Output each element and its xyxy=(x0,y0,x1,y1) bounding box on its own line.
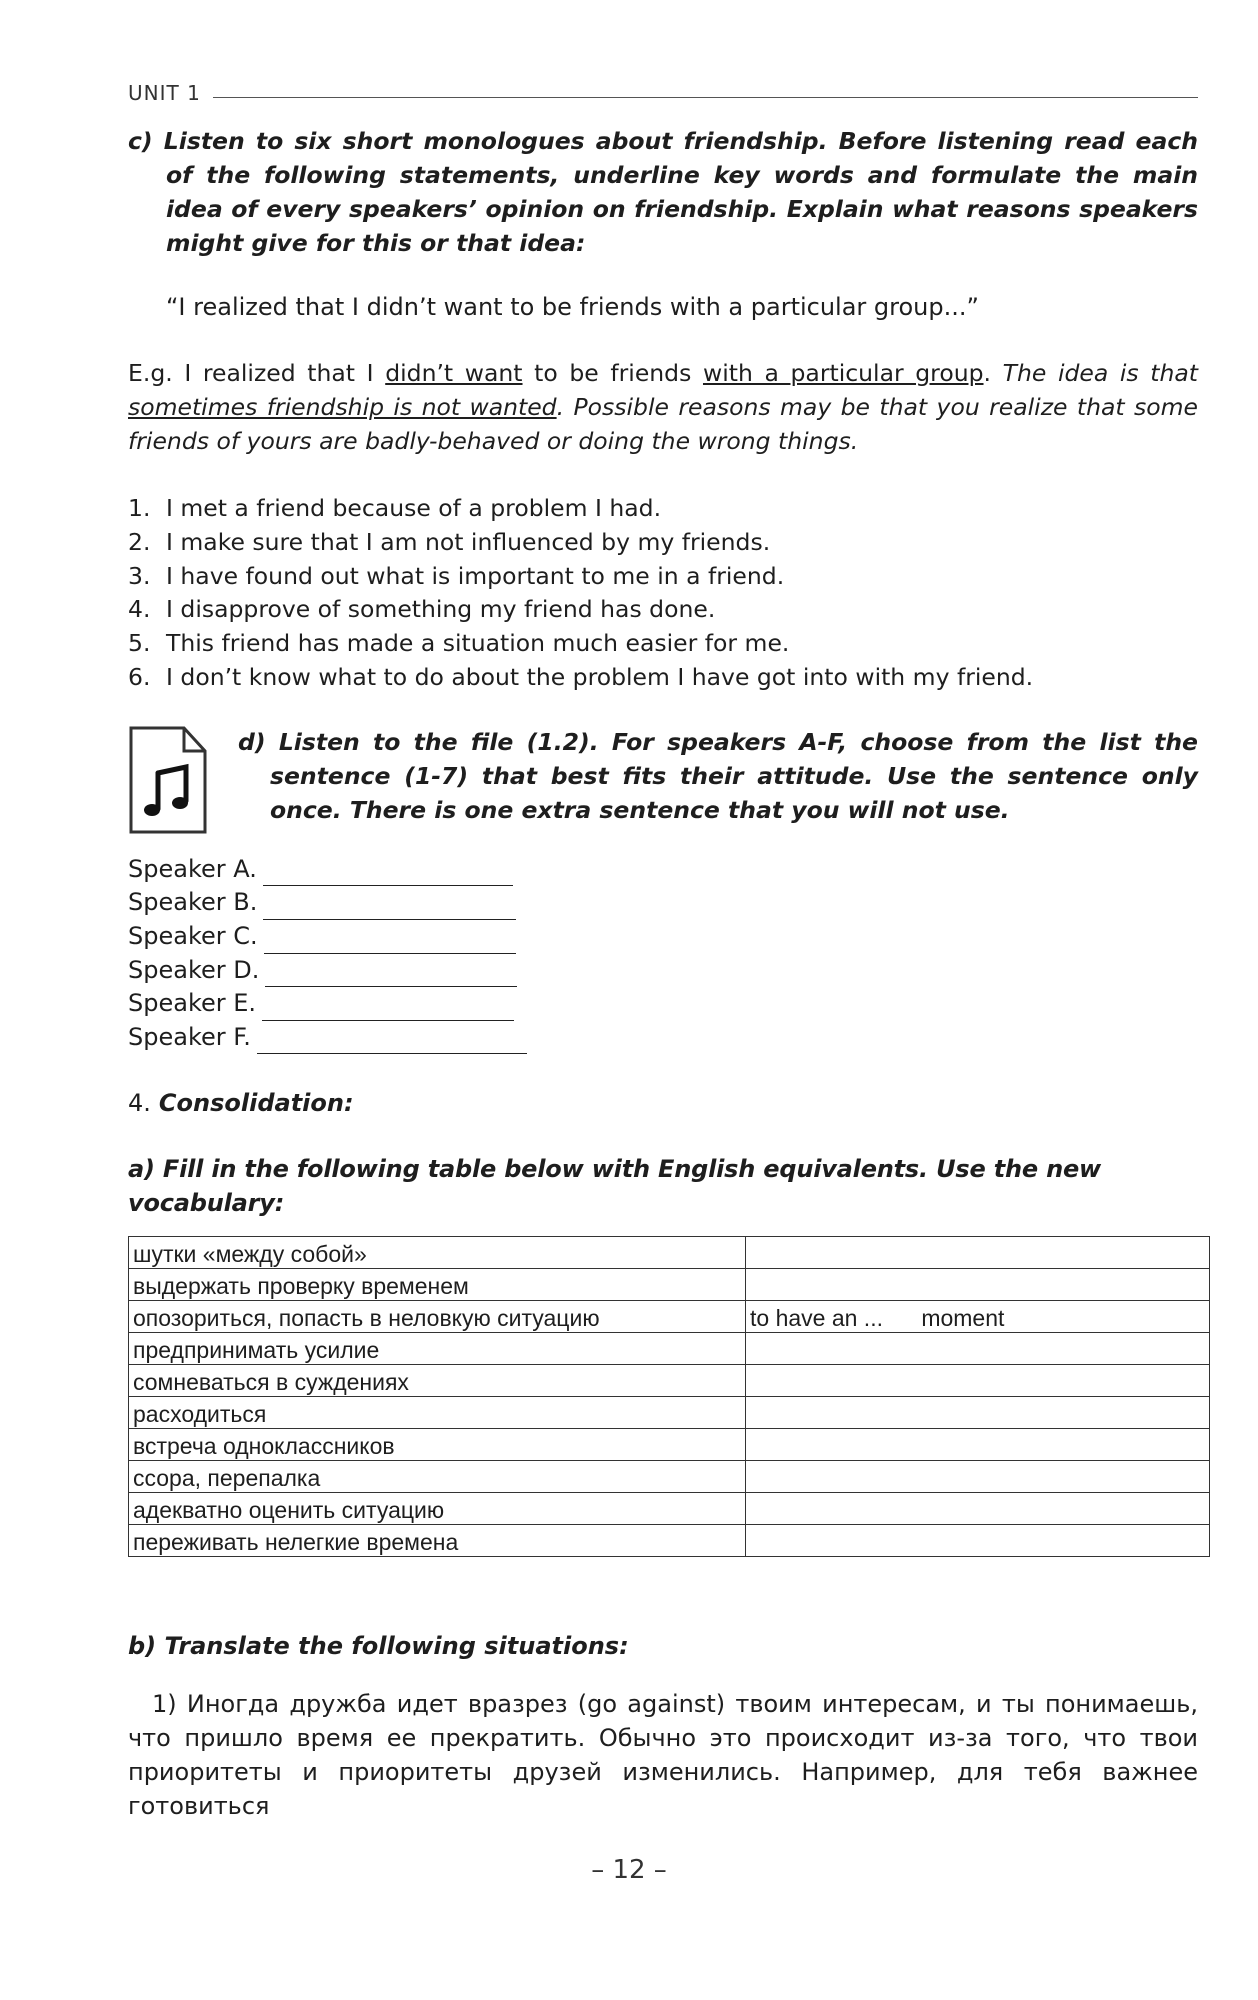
list-text: I don’t know what to do about the problem I have got into with my friend. xyxy=(166,662,1034,691)
example-idea-prefix: The idea is that xyxy=(1002,359,1199,387)
answer-blank[interactable] xyxy=(265,964,517,987)
section-consolidation xyxy=(128,1086,1198,1120)
table-row xyxy=(129,1429,1210,1461)
vocabulary-table xyxy=(128,1236,1210,1557)
table-cell-ru: адекватно оценить ситуацию xyxy=(129,1493,746,1525)
list-item xyxy=(128,627,1198,661)
example-quote: “I realized that I didn’t want to be friends with a particular group...” xyxy=(166,293,979,321)
table-row xyxy=(129,1525,1210,1557)
table-cell-en[interactable]: to have an ... moment xyxy=(746,1301,1210,1333)
table-cell-ru: предпринимать усилие xyxy=(129,1333,746,1365)
answer-blank[interactable] xyxy=(262,998,514,1021)
table-row xyxy=(129,1365,1210,1397)
list-text: I disapprove of something my friend has done. xyxy=(166,595,716,624)
table-cell-ru: выдержать проверку временем xyxy=(129,1269,746,1301)
example-paragraph xyxy=(128,356,1198,458)
task-c-text: Listen to six short monologues about friendship. Before listening read each of the following statements, underline key words and formulate the main idea of every speakers’ opinion on friendship. Explain what reasons speakers might give for this or that idea: xyxy=(163,127,1198,257)
table-cell-ru: переживать нелегкие времена xyxy=(129,1525,746,1557)
speaker-label: Speaker B. xyxy=(128,888,258,917)
task-c-instructions xyxy=(128,124,1198,260)
task-d-instructions: d) Listen to the file (1.2). For speakers A-F, choose from the list the sentence (1-7) that best fits their attitude. Use the sentence only once. There is one extra sentence that you will not use. xyxy=(238,727,1198,824)
list-number: 4. xyxy=(128,595,151,624)
list-item xyxy=(128,526,1198,560)
answer-blank[interactable] xyxy=(263,897,516,920)
table-cell-en[interactable] xyxy=(746,1365,1210,1397)
music-file-icon xyxy=(128,725,208,835)
list-text: I make sure that I am not influenced by my friends. xyxy=(166,527,771,556)
speaker-row xyxy=(128,886,1198,920)
speakers-list xyxy=(128,853,1198,1055)
example-underline-1: didn’t want xyxy=(385,359,523,387)
list-item xyxy=(128,560,1198,594)
example-rest: . Possible reasons may be that you realize that some friends of yours are badly-behaved or doing the wrong things. xyxy=(128,393,1198,455)
table-row xyxy=(129,1493,1210,1525)
task-c-label: c) xyxy=(128,127,153,155)
speaker-label: Speaker C. xyxy=(128,921,258,950)
table-cell-en[interactable] xyxy=(746,1269,1210,1301)
list-number: 1. xyxy=(128,494,151,522)
table-cell-ru: встреча одноклассников xyxy=(129,1429,746,1461)
speaker-label: Speaker A. xyxy=(128,854,257,883)
example-underline-3: sometimes friendship is not wanted xyxy=(128,393,557,421)
page xyxy=(128,80,1198,1823)
task-a-instructions: a) Fill in the following table below with English equivalents. Use the new vocabulary: xyxy=(128,1155,1102,1218)
task-b-instructions: b) Translate the following situations: xyxy=(128,1632,629,1661)
table-cell-en[interactable] xyxy=(746,1493,1210,1525)
list-number: 2. xyxy=(128,527,151,556)
table-cell-en[interactable] xyxy=(746,1429,1210,1461)
table-row xyxy=(129,1397,1210,1429)
speaker-row xyxy=(128,920,1198,954)
list-item xyxy=(128,593,1198,627)
table-cell-ru: опозориться, попасть в неловкую ситуацию xyxy=(129,1301,746,1333)
example-mid: to be friends xyxy=(522,359,703,387)
list-text: I met a friend because of a problem I had. xyxy=(166,494,662,522)
table-row xyxy=(129,1461,1210,1493)
list-item xyxy=(128,661,1198,695)
speaker-label: Speaker F. xyxy=(128,1022,251,1051)
table-row xyxy=(129,1301,1210,1333)
example-dot: . xyxy=(983,359,1003,387)
header-rule xyxy=(213,97,1198,98)
list-number: 5. xyxy=(128,629,151,658)
speaker-row xyxy=(128,954,1198,988)
statements-list xyxy=(128,492,1198,695)
table-cell-ru: ссора, перепалка xyxy=(129,1461,746,1493)
list-item xyxy=(128,492,1198,526)
translation-paragraph: 1) Иногда дружба идет вразрез (go against) твоим интересам, и ты понимаешь, что пришло время ее прекратить. Обычно это происходит из-за того, что твои приоритеты и приоритеты друзей изменились. Например, для тебя важнее готовиться xyxy=(128,1690,1198,1821)
unit-header xyxy=(128,80,1198,106)
answer-blank[interactable] xyxy=(257,1031,527,1054)
answer-blank[interactable] xyxy=(263,863,513,886)
example-prefix: E.g. I realized that I xyxy=(128,359,386,387)
section-title: Consolidation: xyxy=(158,1089,354,1118)
example-underline-2: with a particular group xyxy=(702,359,984,387)
list-number: 6. xyxy=(128,662,151,691)
speaker-row xyxy=(128,853,1198,887)
section-number: 4. xyxy=(128,1089,151,1118)
page-number: – 12 – xyxy=(591,1855,667,1885)
table-cell-en[interactable] xyxy=(746,1461,1210,1493)
list-text: This friend has made a situation much easier for me. xyxy=(166,629,790,658)
table-cell-en[interactable] xyxy=(746,1333,1210,1365)
task-d-block xyxy=(128,725,1198,835)
speaker-row xyxy=(128,987,1198,1021)
table-cell-ru: сомневаться в суждениях xyxy=(129,1365,746,1397)
table-cell-ru: шутки «между собой» xyxy=(129,1237,746,1269)
unit-label: UNIT 1 xyxy=(128,81,201,105)
table-row xyxy=(129,1333,1210,1365)
table-cell-en[interactable] xyxy=(746,1397,1210,1429)
table-cell-en[interactable] xyxy=(746,1525,1210,1557)
list-text: I have found out what is important to me in a friend. xyxy=(166,561,785,590)
speaker-label: Speaker D. xyxy=(128,955,260,984)
table-row xyxy=(129,1237,1210,1269)
table-cell-ru: расходиться xyxy=(129,1397,746,1429)
table-cell-en[interactable] xyxy=(746,1237,1210,1269)
table-row xyxy=(129,1269,1210,1301)
list-number: 3. xyxy=(128,561,151,590)
speaker-row xyxy=(128,1021,1198,1055)
answer-blank[interactable] xyxy=(264,931,516,954)
speaker-label: Speaker E. xyxy=(128,989,257,1018)
